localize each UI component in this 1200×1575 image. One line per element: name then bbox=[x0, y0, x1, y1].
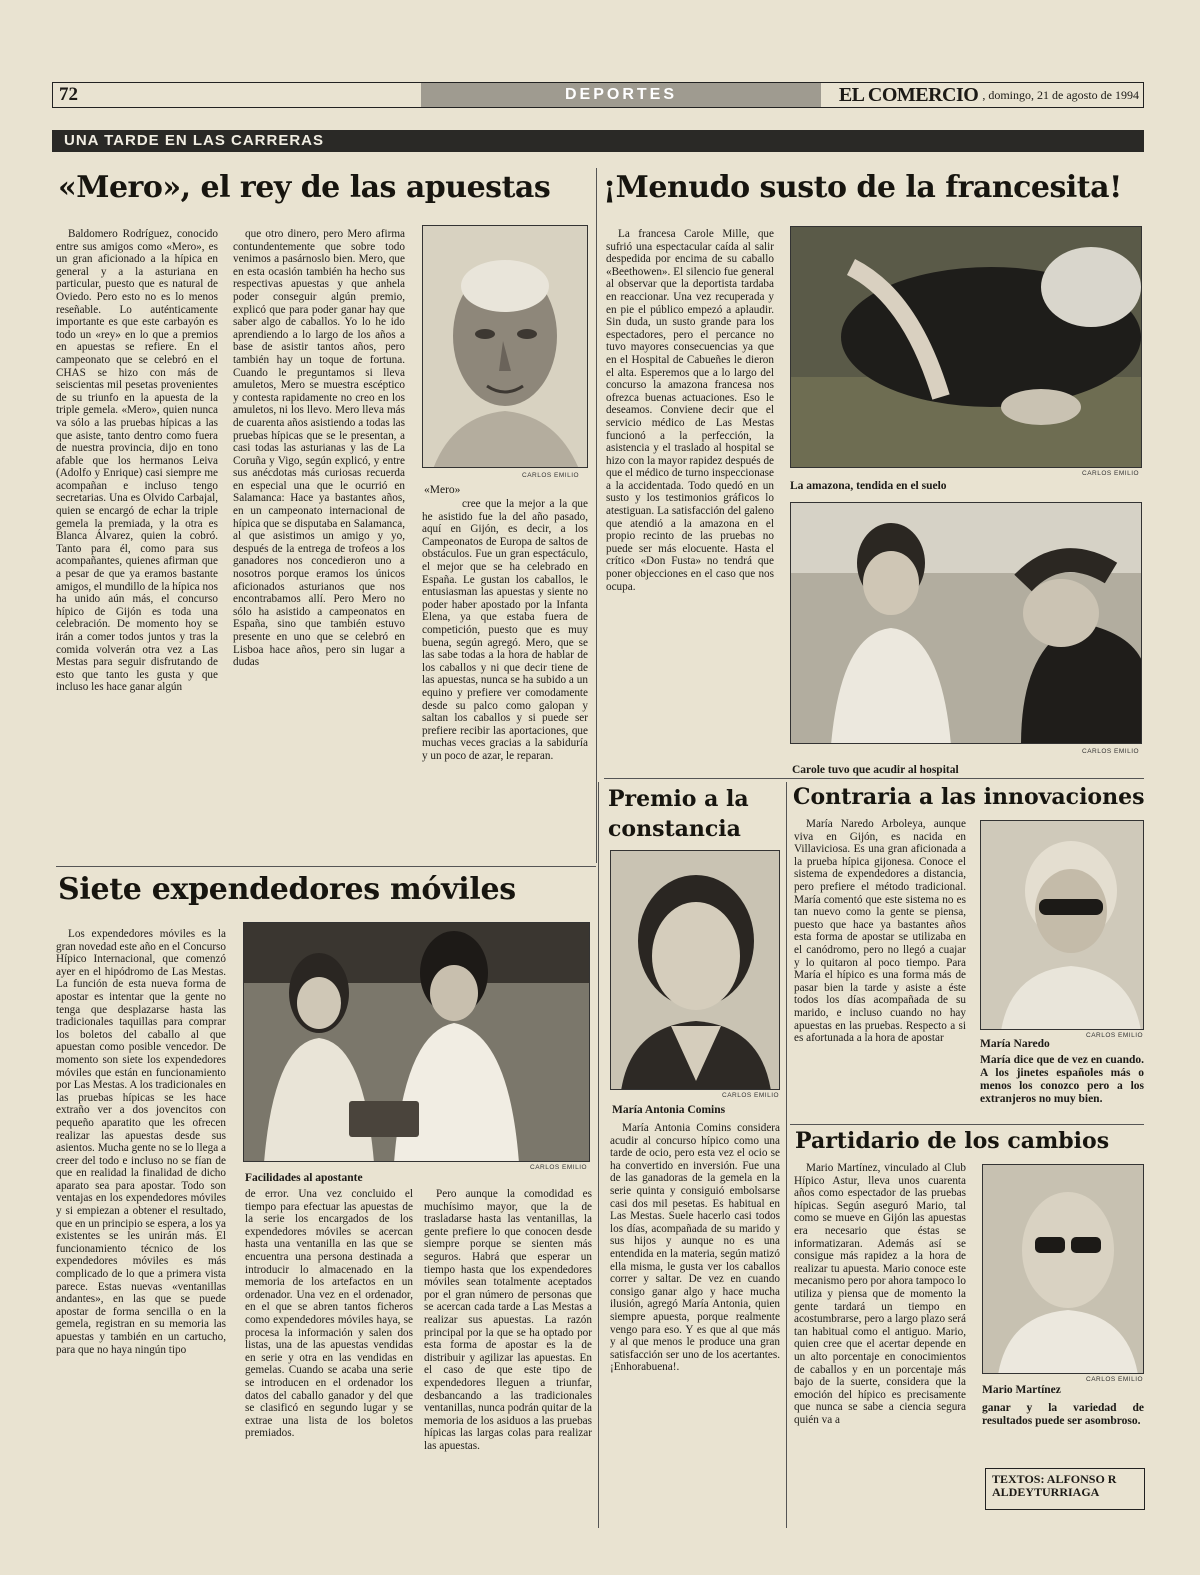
headline-susto: ¡Menudo susto de la francesita! bbox=[603, 170, 1122, 205]
contraria-column bbox=[794, 818, 966, 1118]
mero-caption: «Mero» bbox=[424, 484, 461, 496]
siete-column-1 bbox=[56, 928, 226, 1528]
mero-photo-credit: CARLOS EMILIO bbox=[522, 472, 580, 479]
headline-partidario: Partidario de los cambios bbox=[795, 1128, 1110, 1154]
fallen-rider-photo-icon bbox=[791, 227, 1142, 468]
masthead bbox=[839, 83, 1139, 107]
page-header bbox=[52, 82, 1144, 108]
siete-text-3: Pero aunque la comodidad es muchísimo mayor, que la de trasladarse hasta las ventanillas, la gente prefiere lo que conocen desde siempre porque se sienten más seguros. Habrá que esperar un tiempo hasta que los expendedores móviles sean totalmente aceptados por el gran número de personas que se acercan cada tarde a Las Mestas a realizar sus apuestas. La razón principal por la que se ha optado por esta forma de apostar es la de distribuir y agilizar las apuestas. En el caso de que este tipo de expendedores lleguen a triunfar, desbancando a las tradicionales ventanillas, nunca podrán quitar de la memoria de los asiduos a las pruebas hípicas las largas colas para realizar las apuestas. bbox=[424, 1188, 592, 1452]
mero-column-1 bbox=[56, 228, 218, 863]
contraria-side-text bbox=[980, 1054, 1144, 1124]
premio-column bbox=[610, 1122, 780, 1528]
credits-box: TEXTOS: ALFONSO R ALDEYTURRIAGA bbox=[985, 1468, 1145, 1510]
siete-text-2: de error. Una vez concluido el tiempo para efectuar las apuestas de la serie los encargados de los expendedores móviles se acercan hasta una ventanilla en las que se encuentra una persona destinada a introducir lo almacenado en la memoria de los artefactos en un ordenador. Una vez en el ordenador, en el que se abren tantos ficheros como expendedores móviles haya, se procesa la información y salen dos listas, una de las apuestas vendidas en serie y otra en las vendidas en gemelas. Cuando se acaba una serie se introducen en el ordenador los datos del caballo ganador y del que se clasificó en segundo lugar y se extrae una lista de los boletos premiados. bbox=[245, 1188, 413, 1440]
portrait-icon bbox=[611, 851, 780, 1090]
mobile-vendors-photo-icon bbox=[244, 923, 590, 1162]
partidario-caption: Mario Martínez bbox=[982, 1384, 1061, 1396]
contraria-photo-credit: CARLOS EMILIO bbox=[1086, 1032, 1144, 1039]
susto-column bbox=[606, 228, 774, 773]
page-number: 72 bbox=[59, 84, 78, 105]
contraria-photo bbox=[980, 820, 1144, 1030]
column-rule bbox=[596, 168, 597, 863]
susto-text: La francesa Carole Mille, que sufrió una espectacular caída al salir despedida por encima de su caballo «Beethowen». El silencio fue general al observar que la deportista tardaba en reaccionar. Una vez recuperada y en pie el público empezó a aplaudir. Sin duda, un susto grande para los espectadores, pero el percance no tuvo mayores consecuencias ya que en el Hospital de Cabueñes le dieron el alta. Esperemos que a lo largo del concurso la amazona francesa nos ofrezca buenas actuaciones. Eso le deseamos. Conviene decir que el servicio médico de Las Mestas funcionó a la perfección, la asistencia y el traslado al hospital se hizo con la mayor rapidez después de que el médico de turno inspeccionase a la accidentada. Todo quedó en un susto y los testimonios gráficos lo atestiguan. La satisfacción del galeno que atendió a la amazona en el propio recinto de las pruebas no puede ser más elocuente. Hasta el crítico «Don Fusta» no tendrá que poner objecciones en el caso que nos ocupa. bbox=[606, 228, 774, 593]
premio-photo bbox=[610, 850, 780, 1090]
mero-text-3: cree que la mejor a la que he asistido fue la del año pasado, aquí en Gijón, es decir, a los Campeonatos de Europa de saltos de obstáculos. Fue un gran espectáculo, el mejor que se ha celebrado en España. Le gustan los caballos, le entusiasman las apuestas y siente no poder haber apostado por la Infanta Elena, ya que estaba fuera de competición, puesto que es muy buena, según agregó. Mero, que se las sabe todas a la hora de hablar de los caballos y ni que decir tiene de las apuestas, nunca se ha subido a un equino y prefiere ver comodamente desde su palco como galopan y saltan los caballos y si puede ser prefiere recibir las aportaciones, que muchas veces gracias a la sabiduría y un poco de azar, le reparan. bbox=[422, 498, 588, 762]
headline-siete: Siete expendedores móviles bbox=[58, 872, 516, 907]
premio-caption: María Antonia Comins bbox=[612, 1104, 726, 1116]
mero-text-1: Baldomero Rodríguez, conocido entre sus amigos como «Mero», es un gran aficionado a la hípica en general y a la asturiana en particular, puesto que es natural de Oviedo. Pero esto no es lo menos reseñable. Lo auténticamente importante es que este carbayón es todo un «rey» en lo que a premios en apuestas se refiere. En el campeonato que se celebró en el CHAS se hizo con más de seiscientas mil pesetas provenientes de su triunfo en la apuesta de la triple gemela. «Mero», quien nunca va sólo a las pruebas hípicas a las que asiste, tanto dentro como fuera de nuestra provincia, dijo en tono afable que los hermanos Leiva (Adolfo y Enrique) casi siempre me acompañan e incluso tengo secretarias. Una es Olvido Carbajal, quien se encargó de echar la triple gemela la premiada, y la otra es Blanca Álvarez, quien la cobró. Tanto para él, como para sus acompañantes, quienes afirman que a pesar de que ya eramos bastante amigos, el mundillo de la hípica nos ha unido aún más, el concurso hípico de Gijón es toda una celebración. De momento hoy se irán a comer todos juntos y tras la comida volverán otra vez a Las Mestas para seguir disfrutando de esto que tanto les gusta y que incluso les hace ganar algún bbox=[56, 228, 218, 694]
premio-text: María Antonia Comins considera acudir al concurso hípico como una tarde de ocio, pero esta vez el ocio se ha convertido en inversión. Fue una de las ganadoras de la gemela en la serie quinta y consiguió embolsarse casi dos mil pesetas. Es habitual en Las Mestas. Suele hacerlo casi todos los días, acompañada de su marido y sus hijos y aunque no es una entendida en la materia, según matizó ella misma, le gusta ver los caballos correr y saltar. De vez en cuando consigo ganar algo y hace mucha ilusión, agregó María Antonia, quien siempre apuesta, porque realmente vengo para eso. Y es que al que más y al que menos le produce una gran satisfacción ser uno de los acertantes. ¡Enhorabuena!. bbox=[610, 1122, 780, 1374]
section-label: DEPORTES bbox=[421, 83, 821, 107]
partidario-side-text bbox=[982, 1402, 1144, 1458]
partidario-text: Mario Martínez, vinculado al Club Hípico Astur, lleva unos cuarenta años como espectador de las pruebas hípicas. Según aseguró Mario, tal como se mueve en Gijón las apuestas era necesario que éstas se informatizaran. Además así se consigue más rapidez a la hora de realizar tu apuesta. Mario conoce este mecanismo pero por ahora tampoco lo utiliza y piensa que de momento la gente tardará un tiempo en acostumbrarse, pero a largo plazo será tan habitual como el antiguo. Mario, quien cree que el acertar depende en un alto porcentaje en conocimientos de caballos y en un porcentaje más bajo de la suerte, considera que la emoción del hípico es precisamente que nunca se sabe a ciencia segura quién va a bbox=[794, 1162, 966, 1426]
portrait-icon bbox=[983, 1165, 1144, 1374]
headline-premio: Premio a la constancia bbox=[608, 786, 749, 842]
newspaper-name: EL COMERCIO bbox=[838, 83, 979, 106]
contraria-caption: María Naredo bbox=[980, 1038, 1050, 1050]
portrait-icon bbox=[423, 226, 588, 468]
partidario-side-paragraph: ganar y la variedad de resultados puede ser asombroso. bbox=[982, 1402, 1144, 1427]
siete-column-2 bbox=[245, 1188, 413, 1528]
contraria-text: María Naredo Arboleya, aunque viva en Gijón, es nacida en Villaviciosa. Es una gran aficionada a la prueba hípica gijonesa. Conoce el sistema de expendedores a distancia, pero prefiere el método tradicional. María comentó que este sistema no es tan nuevo como la gente se piensa, puesto que hace ya bastantes años esta forma de apostar se utilizaba en el canódromo, pero no llegó a cuajar y lo quitaron al poco tiempo. Para María el hípico es una forma más de pasar bien la tarde y asiste a éste todos los días acompañada de su marido, e incluso cuando no hay apuestas en las pruebas. Respecto a si es afortunada a la hora de apostar bbox=[794, 818, 966, 1045]
topic-bar: UNA TARDE EN LAS CARRERAS bbox=[52, 130, 1144, 152]
mero-photo bbox=[422, 225, 588, 468]
susto-photo-2-caption: Carole tuvo que acudir al hospital bbox=[792, 764, 959, 776]
mero-text-2: que otro dinero, pero Mero afirma contundentemente que sobre todo venimos a pasárnoslo bien. Mero, que en esta ocasión también ha hecho sus respectivas apuestas y que anhela poder conseguir algún premio, explicó que para poder ganar hay que saber algo de caballos. Yo lo he ido aprendiendo a lo largo de los años a base de asistir tantos años, pero también hay un toque de fortuna. Cuando le preguntamos si lleva amuletos, Mero se muestra escéptico y contesta rapidamente no creo en los amuletos, ni los llevo. Mero lleva más de cuarenta años asistiendo a todas las pruebas hípicas que se le presentan, a casi todas las asturianas y las de La Coruña y Vigo, según explicó, y entre sus anécdotas más curiosas recuerda en especial una que le ocurrió en Salamanca: Hace ya bastantes años, en un campeonato internacional de hípica que se disputaba en Salamanca, al que asistimos un amigo y yo, después de la entrega de trofeos a los ganadores nos concedieron uno a nosotros porque eramos los únicos aficionados asturianos que nos encontrabamos allí. Pero Mero no sólo ha asistido a campeonatos en España, sino que también estuvo presente en uno que se celebró en Lisboa hace años, pero sin lugar a dudas bbox=[233, 228, 405, 669]
mero-column-3 bbox=[422, 498, 588, 863]
susto-photo-2-credit: CARLOS EMILIO bbox=[1082, 748, 1140, 755]
siete-photo bbox=[243, 922, 590, 1162]
rider-hospital-photo-icon bbox=[791, 503, 1142, 744]
siete-caption: Facilidades al apostante bbox=[245, 1172, 363, 1184]
siete-photo-credit: CARLOS EMILIO bbox=[530, 1164, 588, 1171]
susto-photo-1-caption: La amazona, tendida en el suelo bbox=[790, 480, 947, 492]
susto-photo-1 bbox=[790, 226, 1142, 468]
column-rule bbox=[598, 782, 599, 1528]
premio-photo-credit: CARLOS EMILIO bbox=[722, 1092, 780, 1099]
issue-date: , domingo, 21 de agosto de 1994 bbox=[982, 87, 1139, 102]
partidario-column bbox=[794, 1162, 966, 1528]
susto-photo-1-credit: CARLOS EMILIO bbox=[1082, 470, 1140, 477]
headline-mero: «Mero», el rey de las apuestas bbox=[58, 170, 551, 205]
susto-photo-2 bbox=[790, 502, 1142, 744]
column-rule bbox=[786, 782, 787, 1528]
section-rule bbox=[790, 1124, 1144, 1125]
siete-text-1: Los expendedores móviles es la gran novedad este año en el Concurso Hípico Internacional, que comenzó ayer en el hipódromo de Las Mestas. La función de esta nueva forma de apostar es intentar que la gente no tenga que desplazarse hasta las tradicionales taquillas para comprar los boletos del caballo al que apuestan como posible vencedor. De momento son siete los expendedores móviles que están en funcionamiento por Las Mestas. A los tradicionales en las pruebas hípicas se les hace extraño ver a dos jovencitos con pequeño aparatito que les ofrecen realizar las apuestas desde sus asientos. Mucha gente no se lo llega a creer del todo e incluso no se fían de que en realidad la finalidad de dicho aparato sea para apostar. Todo son ventajas en los expendedores móviles y si empiezan a obtener el resultado, que en un principio se espera, a los ya existentes se les unirán más. El funcionamiento técnico de los expendedores móviles es más complicado de lo que a primera vista parece. Estas nuevas «ventanillas andantes», en las que se puede apostar de forma sencilla o en la gemela, registran en su memoria las apuestas y también en un cartucho, para que no haya ningún tipo bbox=[56, 928, 226, 1356]
mero-column-2 bbox=[233, 228, 405, 863]
contraria-side-paragraph: María dice que de vez en cuando. A los jinetes españoles más o menos los conozco pero a los extranjeros no muy bien. bbox=[980, 1054, 1144, 1105]
section-rule bbox=[56, 866, 596, 867]
portrait-icon bbox=[981, 821, 1144, 1030]
partidario-photo-credit: CARLOS EMILIO bbox=[1086, 1376, 1144, 1383]
section-rule bbox=[604, 778, 1144, 779]
headline-contraria: Contraria a las innovaciones bbox=[793, 784, 1145, 810]
partidario-photo bbox=[982, 1164, 1144, 1374]
siete-column-3 bbox=[424, 1188, 592, 1528]
